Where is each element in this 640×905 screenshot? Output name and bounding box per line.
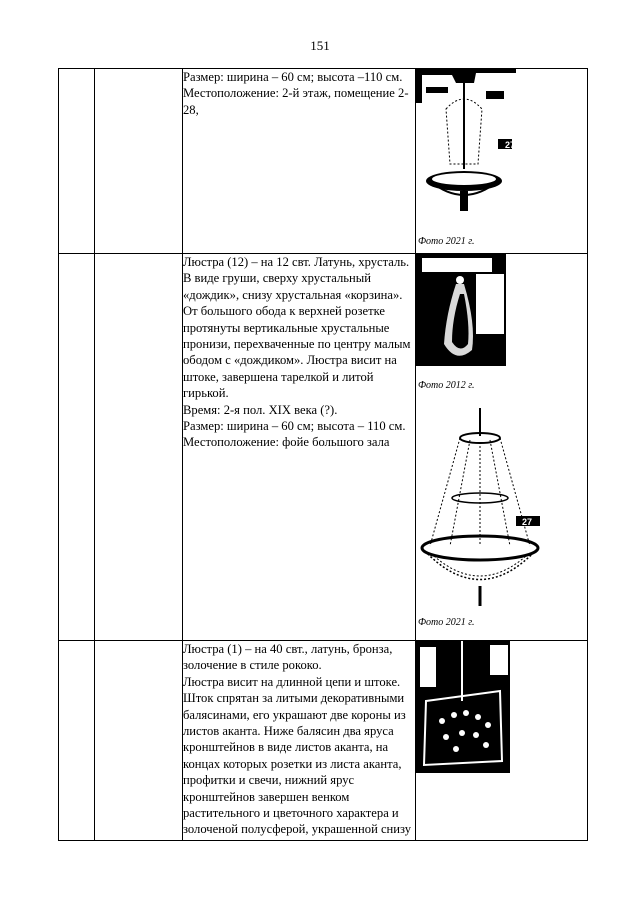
description-cell (183, 69, 416, 254)
description-cell (183, 254, 416, 641)
description-paragraph: Люстра (12) – на 12 свт. Латунь, хрусталь. В виде груши, сверху хрустальный «дождик», снизу хрустальная «корзина». От большого обода к верхней розетке протянуты вертикальные хрустальные пронизи, перехваченные по центру малым ободом с «дождиком». Люстра висит на штоке, завершена тарелкой и литой гирькой. (183, 255, 411, 401)
table-row (59, 69, 588, 254)
photo-caption: Фото 2021 г. (418, 236, 475, 247)
index-cell (59, 254, 95, 641)
chandelier-photo-icon (416, 254, 587, 379)
photo-caption: Фото 2021 г. (418, 617, 475, 628)
photo-cell (416, 641, 588, 841)
tag-label: 27 (522, 517, 533, 527)
index-cell (59, 641, 95, 841)
description-paragraph: Размер: ширина – 60 см; высота – 110 см. (183, 419, 406, 434)
number-cell (95, 254, 183, 641)
description-paragraph: Люстра (1) – на 40 свт., латунь, бронза, золочение в стиле рококо. (183, 642, 393, 673)
chandelier-photo-icon (416, 641, 587, 773)
number-cell (95, 641, 183, 841)
description-cell (183, 641, 416, 841)
description-paragraph: Время: 2-я пол. XIX века (?). (183, 402, 338, 417)
inventory-table (58, 68, 588, 841)
photo-caption: Фото 2012 г. (418, 380, 475, 391)
photo-cell (416, 69, 588, 254)
number-cell (95, 69, 183, 254)
table-row (59, 254, 588, 641)
description-paragraph: Местоположение: 2-й этаж, помещение 2-28, (183, 86, 409, 117)
description-paragraph: Люстра висит на длинной цепи и штоке. Шток спрятан за литыми декоративными балясинами, его украшают две короны из листов аканта. Ниже балясин два яруса кронштейнов в виде листов аканта, на концах которых розетки из листа аканта, профитки и свечи, нижний ярус кронштейнов завершен венком растительного и цветочного характера и золоченой полусферой, украшенной снизу (183, 674, 412, 837)
page-number: 151 (310, 38, 330, 53)
table-row (59, 641, 588, 841)
tag-label: 27 (505, 140, 516, 150)
description-paragraph: Местоположение: фойе большого зала (183, 435, 390, 450)
photo-cell (416, 254, 588, 641)
chandelier-photo-icon (416, 406, 587, 616)
description-paragraph: Размер: ширина – 60 см; высота –110 см. (183, 70, 403, 84)
chandelier-photo-icon (416, 69, 587, 235)
index-cell (59, 69, 95, 254)
